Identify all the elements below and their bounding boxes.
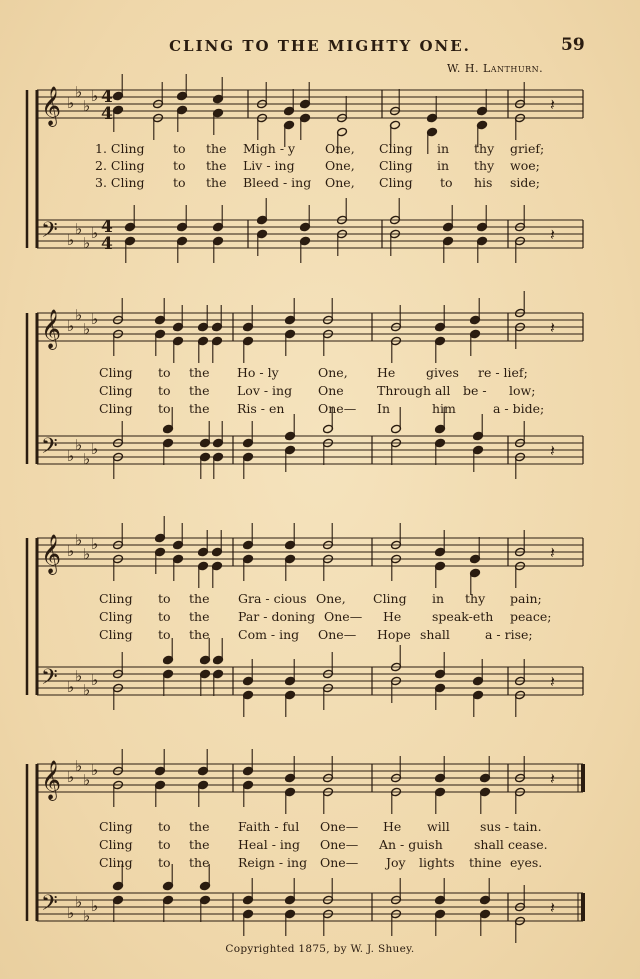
lyric-syllable: the (189, 591, 210, 606)
lyric-syllable: gives (426, 365, 459, 380)
flat-icon: ♭ (67, 904, 75, 922)
lyric-syllable: the (189, 609, 210, 624)
lyric-syllable: sus - tain. (480, 819, 542, 834)
bass-clef-icon: 𝄢 (41, 434, 58, 464)
lyric-syllable: One— (324, 609, 363, 624)
lyric-syllable: thy (465, 591, 486, 606)
lyric-syllable: Liv - ing (243, 158, 295, 173)
flat-icon: ♭ (67, 542, 75, 560)
lyric-syllable: One, (318, 365, 348, 380)
lyric-syllable: 2. Cling (95, 158, 145, 173)
lyric-syllable: the (189, 365, 210, 380)
lyric-syllable: be - (463, 383, 487, 398)
flat-icon: ♭ (91, 535, 99, 553)
lyric-syllable: One— (320, 837, 359, 852)
lyric-syllable: shall (474, 837, 504, 852)
lyric-syllable: the (189, 401, 210, 416)
lyric-syllable: Faith - ful (238, 819, 300, 834)
flat-icon: ♭ (83, 907, 91, 925)
lyric-syllable: In (377, 401, 390, 416)
lyric-syllable: 3. Cling (95, 175, 145, 190)
flat-icon: ♭ (75, 436, 83, 454)
lyric-syllable: Par - doning (238, 609, 316, 624)
lyric-syllable: Cling (99, 383, 133, 398)
lyric-syllable: One, (316, 591, 346, 606)
lyric-syllable: speak-eth (432, 609, 494, 624)
flat-icon: ♭ (83, 681, 91, 699)
lyric-syllable: thy (474, 141, 495, 156)
lyric-syllable: to (173, 175, 186, 190)
flat-icon: ♭ (75, 83, 83, 101)
lyric-syllable: eyes. (510, 855, 543, 870)
lyric-syllable: to (173, 141, 186, 156)
lyric-syllable: woe; (510, 158, 540, 173)
flat-icon: ♭ (91, 87, 99, 105)
flat-icon: ♭ (67, 94, 75, 112)
lyric-syllable: low; (509, 383, 536, 398)
flat-icon: ♭ (91, 440, 99, 458)
lyric-syllable: shall (420, 627, 450, 642)
lyric-syllable: One— (318, 627, 357, 642)
lyric-syllable: his (474, 175, 493, 190)
lyric-syllable: An - guish (379, 837, 443, 852)
lyric-syllable: Cling (99, 365, 133, 380)
lyric-syllable: Cling (379, 175, 413, 190)
lyric-syllable: to (158, 401, 171, 416)
lyric-syllable: Cling (99, 837, 133, 852)
treble-clef-icon: 𝄞 (41, 86, 62, 126)
flat-icon: ♭ (67, 447, 75, 465)
lyric-syllable: He (383, 609, 402, 624)
flat-icon: ♭ (67, 768, 75, 786)
flat-icon: ♭ (75, 531, 83, 549)
lyric-syllable: Hope (377, 627, 411, 642)
bass-clef-icon: 𝄢 (41, 665, 58, 695)
lyric-syllable: Cling (373, 591, 407, 606)
time-sig-top-treble: 4 (101, 87, 113, 107)
flat-icon: ♭ (91, 671, 99, 689)
flat-icon: ♭ (75, 306, 83, 324)
flat-icon: ♭ (75, 220, 83, 238)
time-sig-top-bass: 4 (101, 217, 113, 237)
flat-icon: ♭ (83, 545, 91, 563)
lyric-syllable: Cling (99, 591, 133, 606)
treble-clef-icon: 𝄞 (41, 760, 62, 800)
flat-icon: ♭ (83, 450, 91, 468)
rest-icon: 𝄽 (550, 441, 555, 460)
lyric-syllable: the (189, 627, 210, 642)
lyric-syllable: One, (325, 141, 355, 156)
lyric-syllable: will (427, 819, 450, 834)
lyric-syllable: to (158, 383, 171, 398)
lyric-syllable: to (158, 627, 171, 642)
flat-icon: ♭ (75, 893, 83, 911)
lyric-syllable: to (158, 591, 171, 606)
lyric-syllable: Cling (99, 819, 133, 834)
lyric-syllable: He (383, 819, 402, 834)
lyric-syllable: a - bide; (493, 401, 545, 416)
lyric-syllable: Cling (379, 141, 413, 156)
flat-icon: ♭ (91, 897, 99, 915)
lyric-syllable: One— (320, 855, 359, 870)
lyric-syllable: the (206, 141, 227, 156)
treble-clef-icon: 𝄞 (41, 309, 62, 349)
lyric-syllable: Reign - ing (238, 855, 308, 870)
lyric-syllable: Through all (377, 383, 451, 398)
lyric-syllable: One— (320, 819, 359, 834)
rest-icon: 𝄽 (550, 225, 555, 244)
lyric-syllable: Ho - ly (237, 365, 279, 380)
flat-icon: ♭ (83, 771, 91, 789)
time-sig-bottom-treble: 4 (101, 104, 113, 124)
lyric-syllable: cease. (508, 837, 548, 852)
lyric-syllable: He (377, 365, 396, 380)
flat-icon: ♭ (67, 678, 75, 696)
lyric-syllable: Cling (379, 158, 413, 173)
rest-icon: 𝄽 (550, 318, 555, 337)
lyric-syllable: a - rise; (485, 627, 533, 642)
lyric-syllable: side; (510, 175, 541, 190)
lyric-syllable: Com - ing (238, 627, 300, 642)
treble-clef-icon: 𝄞 (41, 534, 62, 574)
bass-clef-icon: 𝄢 (41, 218, 58, 248)
lyric-syllable: to (158, 837, 171, 852)
lyric-syllable: Gra - cious (238, 591, 307, 606)
lyric-syllable: Ris - en (237, 401, 285, 416)
lyric-syllable: One (318, 383, 344, 398)
lyric-syllable: One— (318, 401, 357, 416)
lyric-syllable: the (189, 819, 210, 834)
lyric-syllable: in (432, 591, 445, 606)
lyric-syllable: Heal - ing (238, 837, 300, 852)
rest-icon: 𝄽 (550, 543, 555, 562)
lyric-syllable: Lov - ing (237, 383, 293, 398)
lyric-syllable: the (189, 837, 210, 852)
rest-icon: 𝄽 (550, 672, 555, 691)
lyric-syllable: Cling (99, 609, 133, 624)
lyric-syllable: thine (469, 855, 502, 870)
lyric-syllable: to (158, 855, 171, 870)
page-number: 59 (561, 35, 585, 55)
lyric-syllable: Bleed - ing (243, 175, 312, 190)
lyric-syllable: Cling (99, 401, 133, 416)
lyric-syllable: lights (419, 855, 455, 870)
lyric-syllable: One, (325, 158, 355, 173)
lyric-syllable: Migh - y (243, 141, 296, 156)
flat-icon: ♭ (91, 310, 99, 328)
lyric-syllable: the (206, 158, 227, 173)
composer-credit: W. H. Lanthurn. (447, 62, 544, 75)
lyric-syllable: One, (325, 175, 355, 190)
lyric-syllable: to (158, 365, 171, 380)
lyric-syllable: to (440, 175, 453, 190)
lyric-syllable: in (437, 141, 450, 156)
lyric-syllable: to (158, 819, 171, 834)
lyric-syllable: the (206, 175, 227, 190)
rest-icon: 𝄽 (550, 95, 555, 114)
rest-icon: 𝄽 (550, 898, 555, 917)
flat-icon: ♭ (83, 320, 91, 338)
lyric-syllable: him (432, 401, 456, 416)
flat-icon: ♭ (75, 667, 83, 685)
flat-icon: ♭ (67, 231, 75, 249)
copyright-notice: Copyrighted 1875, by W. J. Shuey. (225, 943, 415, 955)
lyric-syllable: grief; (510, 141, 545, 156)
flat-icon: ♭ (91, 224, 99, 242)
flat-icon: ♭ (91, 761, 99, 779)
lyric-syllable: thy (474, 158, 495, 173)
lyric-syllable: the (189, 855, 210, 870)
bass-clef-icon: 𝄢 (41, 891, 58, 921)
flat-icon: ♭ (83, 97, 91, 115)
hymn-title: CLING TO THE MIGHTY ONE. (169, 37, 471, 55)
lyric-syllable: the (189, 383, 210, 398)
flat-icon: ♭ (83, 234, 91, 252)
lyric-syllable: to (158, 609, 171, 624)
lyric-syllable: peace; (510, 609, 552, 624)
flat-icon: ♭ (67, 317, 75, 335)
lyric-syllable: Joy (386, 855, 406, 870)
rest-icon: 𝄽 (550, 769, 555, 788)
lyric-syllable: Cling (99, 627, 133, 642)
lyric-syllable: pain; (510, 591, 542, 606)
lyric-syllable: re - lief; (478, 365, 528, 380)
lyric-syllable: Cling (99, 855, 133, 870)
lyric-syllable: in (437, 158, 450, 173)
time-sig-bottom-bass: 4 (101, 234, 113, 254)
lyric-syllable: to (173, 158, 186, 173)
lyric-syllable: 1. Cling (95, 141, 145, 156)
flat-icon: ♭ (75, 757, 83, 775)
